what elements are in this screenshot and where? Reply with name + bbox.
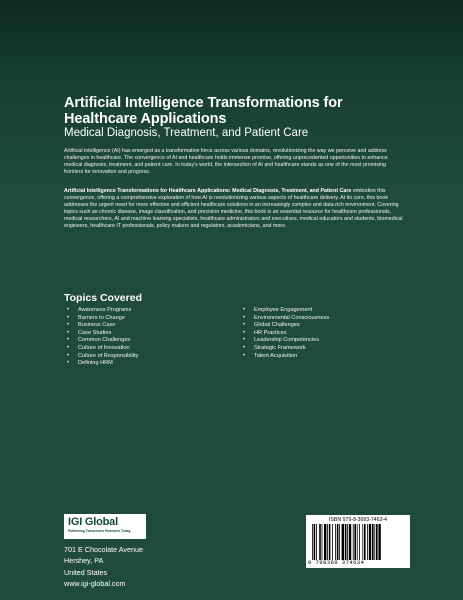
topic-item: • Leadership Competencies: [240, 337, 410, 345]
topic-item: • Culture of Innovation: [64, 345, 234, 353]
isbn-barcode: [306, 515, 410, 568]
topics-list-right: [240, 307, 410, 360]
topic-item: • Common Challenges: [64, 337, 234, 345]
description-paragraph-2-text: embodies this convergence, offering a comprehensive exploration of how AI is revolutionizing various aspects of healthcare delivery. At its core, this book addresses the urgent need for more effective and efficient healthcare solutions in an increasingly complex and data-rich environment. Covering topics such as chronic disease, image classification, and precision medicine, this book is an essential resource for healthcare professionals, medical researchers, AI and machine learning specialists, healthcare administrators and executives, medical educators and students, biomedical engineers, healthcare IT professionals, policy makers and regulators, academicians, and more.: [64, 188, 403, 230]
address-line: United States: [64, 567, 108, 577]
description-bold-title: Artificial Intelligence Transformations for Healthcare Applications: Medical Diagnosis, Treatment, and Patient Care: [64, 188, 352, 194]
topic-item: • Culture of Responsibility: [64, 353, 234, 361]
topic-item: • HR Practices: [240, 330, 410, 338]
barcode-bars-icon: [312, 524, 404, 560]
publisher-logo: [64, 514, 146, 539]
publisher-address: [64, 544, 224, 590]
publisher-tagline: Publishing Tomorrow's Research Today: [68, 529, 131, 533]
topic-item: • Talent Acquisition: [240, 353, 410, 361]
topics-heading: Topics Covered: [64, 292, 142, 304]
topic-item: • Environmental Consciousness: [240, 315, 410, 323]
book-title: Artificial Intelligence Transformations for Healthcare Applications: [64, 95, 343, 127]
topic-item: • Defining HRM: [64, 360, 234, 368]
address-line: Hershey, PA: [64, 556, 104, 566]
topic-item: • Barriers to Change: [64, 315, 234, 323]
topic-item: • Strategic Framework: [240, 345, 410, 353]
topic-item: • Case Studies: [64, 330, 234, 338]
topic-item: • Awareness Programs: [64, 307, 234, 315]
description-paragraph-2: [64, 188, 404, 231]
barcode-digits: 9 798369 374634: [308, 559, 365, 566]
topics-list-left: [64, 307, 234, 368]
publisher-website: www.igi-global.com: [64, 579, 126, 589]
topic-item: • Employee Engagement: [240, 307, 410, 315]
publisher-logo-text: IGI Global: [68, 516, 118, 528]
topic-item: • Business Case: [64, 322, 234, 330]
book-subtitle: Medical Diagnosis, Treatment, and Patient Care: [64, 127, 309, 139]
isbn-label: ISBN 979-8-3693-7463-4: [329, 517, 387, 523]
topic-item: • Global Challenges: [240, 322, 410, 330]
address-line: 701 E Chocolate Avenue: [64, 545, 143, 554]
description-paragraph-1: Artificial intelligence (AI) has emerged as a transformative force across various domains, revolutionizing the way we perceive and address challenges in healthcare. The convergence of AI and healthcare holds immense promise, offering unprecedented opportunities to enhance medical diagnosis, treatment, and patient care. In today's world, the intersection of AI and healthcare stands as one of the most promising frontiers for innovation and progress.: [64, 148, 388, 176]
